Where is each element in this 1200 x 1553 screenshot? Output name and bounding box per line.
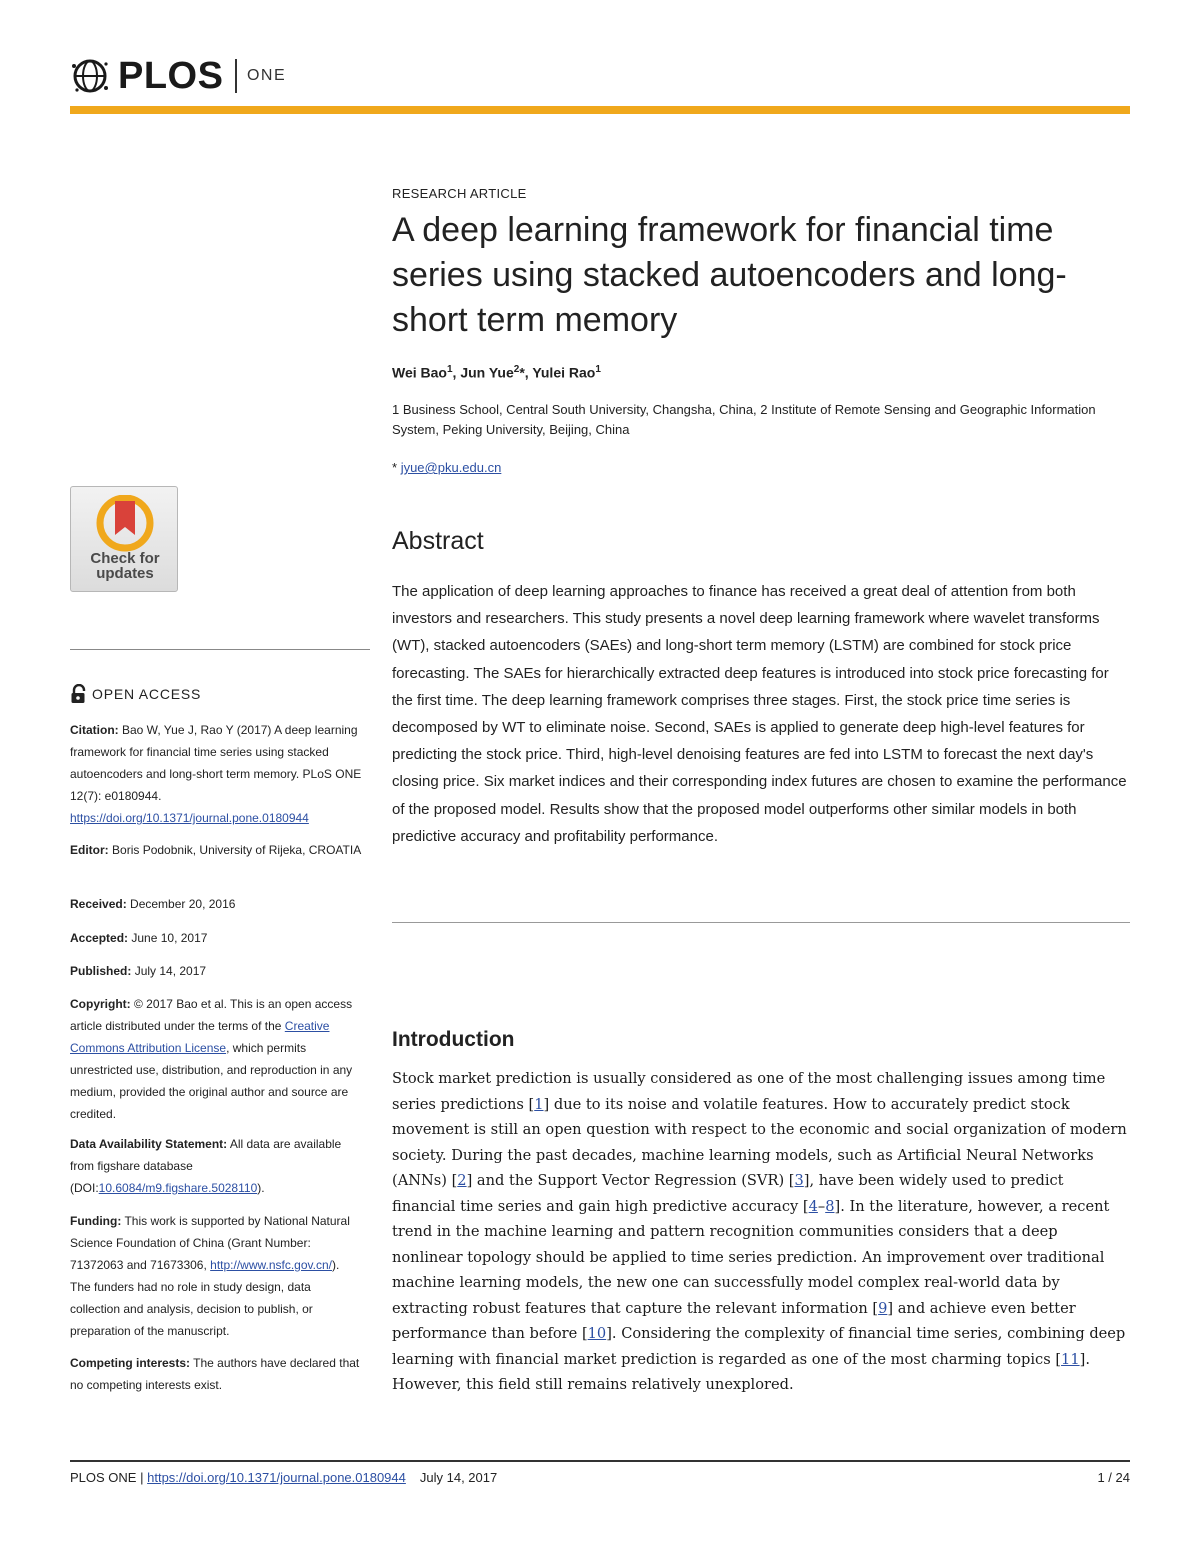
article-type: RESEARCH ARTICLE bbox=[392, 186, 527, 201]
email-link[interactable]: jyue@pku.edu.cn bbox=[400, 460, 502, 475]
logo-plos-text: PLOS bbox=[118, 54, 224, 97]
received-date: Received: December 20, 2016 bbox=[70, 897, 236, 911]
copyright-block: Copyright: © 2017 Bao et al. This is an open access article distributed under the terms of the Creative Commons Attribution License, which permits unrestricted use, distribution, and reproduction in any medium, provided the original author and source are credited. bbox=[70, 997, 353, 1121]
published-date: Published: July 14, 2017 bbox=[70, 964, 207, 978]
footer-date: July 14, 2017 bbox=[419, 1470, 498, 1485]
article-title: A deep learning framework for financial time series using stacked autoencoders and long-short term memory bbox=[392, 211, 1067, 339]
author-name: Wei Bao bbox=[392, 364, 447, 381]
open-lock-icon bbox=[70, 684, 88, 704]
left-column-divider bbox=[70, 649, 370, 650]
introduction-heading: Introduction bbox=[392, 1028, 515, 1051]
citation-block: Citation: Bao W, Yue J, Rao Y (2017) A deep learning framework for financial time series using stacked autoencoders and long-short term memory. PLoS ONE 12(7): e0180944. https://doi.org/10.1371/journal.pone.0180944 bbox=[70, 723, 362, 825]
footer-divider bbox=[70, 1460, 1130, 1462]
author-name: Yulei Rao bbox=[532, 364, 596, 381]
check-for-updates-badge[interactable] bbox=[70, 486, 178, 592]
footer-doi-link[interactable]: https://doi.org/10.1371/journal.pone.0180944 bbox=[147, 1470, 406, 1485]
page-number: 1 / 24 bbox=[1097, 1470, 1130, 1485]
page-footer: PLOS ONE | https://doi.org/10.1371/journal.pone.0180944 July 14, 2017 1 / 24 bbox=[70, 1470, 1130, 1485]
citation-doi-link[interactable]: https://doi.org/10.1371/journal.pone.0180944 bbox=[70, 811, 309, 825]
nsfc-link[interactable]: http://www.nsfc.gov.cn/ bbox=[210, 1258, 332, 1272]
logo-divider bbox=[235, 59, 237, 93]
corresponding-email: * jyue@pku.edu.cn bbox=[392, 460, 502, 475]
introduction-text: Stock market prediction is usually considered as one of the most challenging issues among time series predictions [1] due to its noise and volatile features. How to accurately predict stock movement is still an open question with respect to the economic and social organization of modern society. During the past decades, machine learning models, such as Artificial Neural Networks (ANNs) [2] and the Support Vector Regression (SVR) [3], have been widely used to predict financial time series and gain high predictive accuracy [4–8]. In the literature, however, a recent trend in the machine learning and pattern recognition communities considers that a deep nonlinear topology should be applied to time series prediction. An improvement over traditional machine learning models, the new one can successfully model complex real-world data by extracting robust features that capture the relevant information [9] and achieve even better performance than before [10]. Considering the complexity of financial time series, combining deep learning with financial market prediction is regarded as one of the most charming topics [11]. However, this field still remains relatively unexplored. bbox=[392, 1070, 1127, 1393]
bookmark-icon bbox=[93, 495, 157, 553]
reference-link[interactable]: 9 bbox=[878, 1299, 888, 1317]
reference-link[interactable]: 1 bbox=[534, 1095, 544, 1113]
open-access-label: OPEN ACCESS bbox=[70, 684, 201, 704]
editor-block: Editor: Boris Podobnik, University of Rijeka, CROATIA bbox=[70, 843, 362, 857]
author-name: Jun Yue bbox=[460, 364, 514, 381]
badge-label: Check for updates bbox=[90, 550, 160, 582]
reference-link[interactable]: 3 bbox=[794, 1172, 804, 1189]
funding-block: Funding: This work is supported by National Natural Science Foundation of China (Grant Number: 71372063 and 71673306, http://www.nsfc.gov.cn/). The funders had no role in study design, data collection and analysis, decision to publish, or preparation of the manuscript. bbox=[70, 1214, 350, 1338]
abstract-heading: Abstract bbox=[392, 527, 484, 555]
logo-one-text: ONE bbox=[246, 67, 287, 84]
plos-globe-icon bbox=[68, 54, 112, 98]
accepted-date: Accepted: June 10, 2017 bbox=[70, 931, 208, 945]
abstract-divider bbox=[392, 922, 1130, 923]
reference-link[interactable]: 4 bbox=[808, 1197, 818, 1215]
reference-link[interactable]: 10 bbox=[587, 1325, 607, 1342]
figshare-link[interactable]: 10.6084/m9.figshare.5028110 bbox=[98, 1181, 258, 1195]
competing-interests-block: Competing interests: The authors have declared that no competing interests exist. bbox=[70, 1356, 360, 1392]
license-link[interactable]: Creative Commons Attribution License bbox=[70, 1019, 330, 1055]
data-availability-block: Data Availability Statement: All data are available from figshare database (DOI:10.6084/m9.figshare.5028110). bbox=[70, 1137, 342, 1195]
reference-link[interactable]: 8 bbox=[825, 1197, 835, 1215]
header-accent-bar bbox=[70, 106, 1130, 114]
reference-link[interactable]: 2 bbox=[457, 1172, 467, 1189]
author-list: Wei Bao$^1$, Jun Yue$^2$*, Yulei Rao$^1$ bbox=[392, 364, 601, 381]
reference-link[interactable]: 11 bbox=[1061, 1350, 1080, 1368]
plos-logo bbox=[68, 52, 286, 100]
abstract-text: The application of deep learning approaches to finance has received a great deal of attention from both investors and researchers. This study presents a novel deep learning framework where wavelet transforms (WT), stacked autoencoders (SAEs) and long-short term memory (LSTM) are combined for stock price forecasting. The SAEs for hierarchically extracted deep features is introduced into stock price forecasting for the first time. The deep learning framework comprises three stages. First, the stock price time series is decomposed by WT to eliminate noise. Second, SAEs is applied to generate deep high-level features for predicting the stock price. Third, high-level denoising features are fed into LSTM to forecast the next day's closing price. Six market indices and their corresponding index futures are chosen to examine the performance of the proposed model. Results show that the proposed model outperforms other similar models in both predictive accuracy and profitability performance. bbox=[392, 583, 1127, 845]
affiliations: 1 Business School, Central South University, Changsha, China, 2 Institute of Remote Sensing and Geographic Information System, Peking University, Beijing, China bbox=[392, 402, 1096, 437]
footer-journal: PLOS ONE bbox=[70, 1470, 137, 1485]
